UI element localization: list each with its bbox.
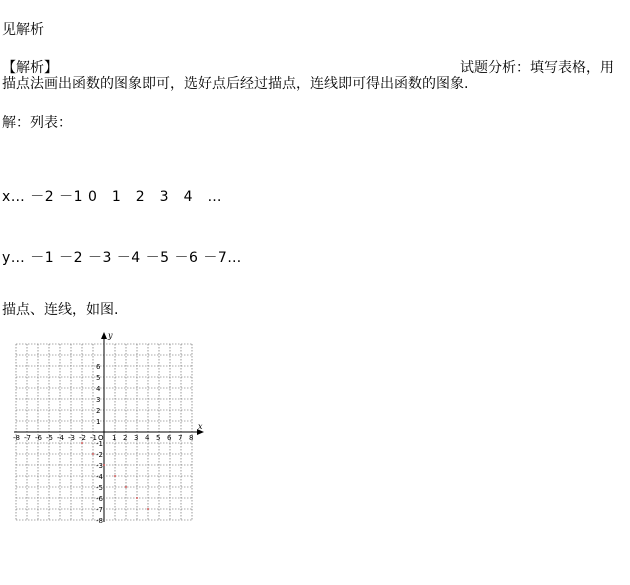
plotted-point [147, 508, 149, 510]
y-tick-label: -7 [96, 506, 103, 514]
y-tick-label: 3 [96, 396, 101, 404]
x-tick-label: 8 [189, 434, 194, 442]
coordinate-graph [4, 331, 230, 525]
analysis-summary-first: 试题分析：填写表格，用 [460, 60, 614, 76]
table-y-row: y… －1 －2 －3 －4 －5 －6 －7… [2, 250, 242, 266]
x-tick-label: -8 [13, 434, 20, 442]
plotted-point [114, 475, 116, 477]
x-tick-label: -2 [79, 434, 86, 442]
plotted-point [81, 442, 83, 444]
y-tick-label: -6 [96, 495, 103, 503]
plotted-point [136, 497, 138, 499]
plotted-point [103, 464, 105, 466]
x-tick-label: -3 [68, 434, 75, 442]
y-tick-label: 5 [96, 374, 101, 382]
y-tick-label: 1 [96, 418, 101, 426]
answer-heading: 见解析 [2, 22, 44, 38]
x-tick-label: 6 [167, 434, 172, 442]
conclusion-text: 描点、连线，如图. [2, 302, 119, 318]
table-x-row: x… －2 －1 0 1 2 3 4 … [2, 189, 222, 205]
plotted-point [92, 453, 94, 455]
x-tick-label: 7 [178, 434, 183, 442]
y-tick-label: -3 [96, 462, 103, 470]
solution-intro: 解：列表： [2, 115, 72, 131]
x-tick-label: 4 [145, 434, 150, 442]
x-tick-label: -1 [90, 434, 97, 442]
origin-label: O [98, 434, 104, 442]
x-axis-label: x [198, 422, 203, 431]
y-tick-label: -5 [96, 484, 103, 492]
y-tick-label: -1 [96, 440, 103, 448]
x-tick-label: 2 [123, 434, 128, 442]
x-tick-label: -7 [24, 434, 31, 442]
y-tick-label: 4 [96, 385, 101, 393]
x-tick-label: 5 [156, 434, 161, 442]
y-axis-arrow [101, 332, 107, 339]
x-tick-label: 3 [134, 434, 139, 442]
y-tick-label: -4 [96, 473, 103, 481]
y-tick-label: -2 [96, 451, 103, 459]
y-axis-label: y [108, 331, 113, 340]
x-tick-label: -5 [46, 434, 53, 442]
y-tick-label: -8 [96, 517, 103, 525]
y-tick-label: 6 [96, 363, 101, 371]
x-tick-label: -6 [35, 434, 42, 442]
x-tick-label: -4 [57, 434, 64, 442]
analysis-summary-rest: 描点法画出函数的图象即可，选好点后经过描点，连线即可得出函数的图象. [2, 76, 469, 92]
y-tick-label: 2 [96, 407, 101, 415]
x-tick-label: 1 [112, 434, 117, 442]
analysis-tag: 【解析】 [2, 60, 58, 76]
plotted-point [125, 486, 127, 488]
